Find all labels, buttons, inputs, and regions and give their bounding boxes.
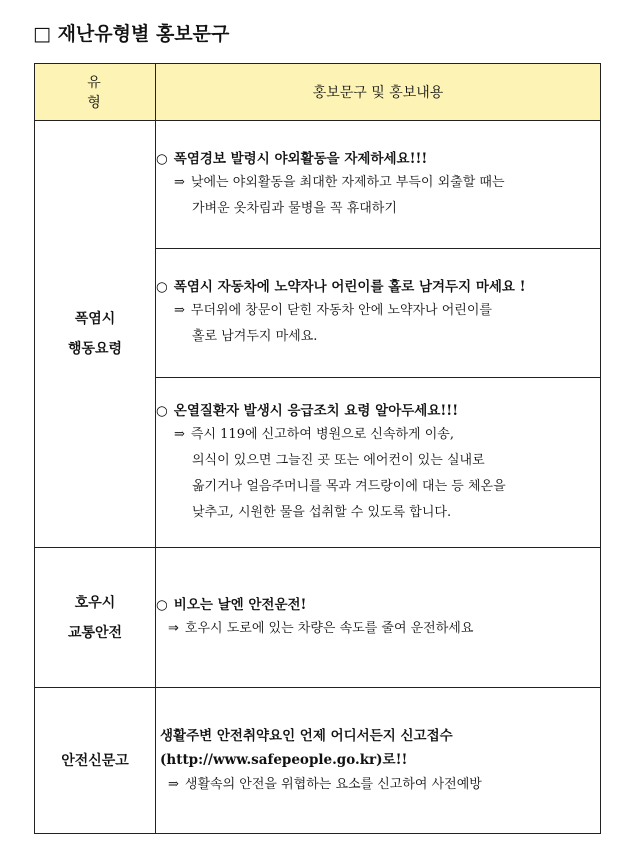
arrow-icon: ⇒ [168,776,179,792]
item-body: 옮기거나 얼음주머니를 목과 겨드랑이에 대는 등 체온을 [192,478,506,494]
category-line: 교통안전 [67,624,123,641]
arrow-icon: ⇒ [174,174,185,190]
category-report [35,688,156,834]
page-title: □ 재난유형별 홍보문구 [33,23,230,45]
report-line: 생활주변 안전취약요인 언제 어디서든지 신고접수 [160,727,453,744]
item-headline: ○ 폭염시 자동차에 노약자나 어린이를 홀로 남겨두지 마세요 ! [156,279,526,295]
item-body: 가벼운 옷차림과 물병을 꼭 휴대하기 [192,200,397,216]
category-line: 호우시 [74,594,116,611]
category-line: 행동요령 [67,341,123,357]
category-rain [35,548,156,688]
category-heatwave [35,121,156,548]
item-body: ⇒ 낮에는 야외활동을 최대한 자제하고 부득이 외출할 때는 [174,174,505,190]
circle-bullet-icon: ○ [156,596,168,613]
item-body: 낮추고, 시원한 물을 섭취할 수 있도록 합니다. [192,504,452,520]
heatwave-item-2 [156,249,601,378]
table-row [35,688,601,834]
header-content: 홍보문구 및 홍보내용 [156,64,601,121]
promo-table [34,63,601,834]
arrow-icon: ⇒ [168,620,179,636]
table-header-row [35,64,601,121]
heatwave-item-1 [156,121,601,249]
rain-item [156,548,601,688]
report-desc: ⇒ 생활속의 안전을 위협하는 요소를 신고하여 사전예방 [168,776,482,792]
item-body: ⇒ 호우시 도로에 있는 차량은 속도를 줄여 운전하세요 [168,620,474,636]
item-headline: ○ 온열질환자 발생시 응급조치 요령 알아두세요!!! [156,402,459,419]
item-body: 홀로 남겨두지 마세요. [192,329,318,344]
category-line: 안전신문고 [61,752,129,769]
circle-bullet-icon: ○ [156,279,168,295]
arrow-icon: ⇒ [174,303,185,318]
arrow-icon: ⇒ [174,426,185,442]
item-body: ⇒ 무더위에 창문이 닫힌 자동차 안에 노약자나 어린이를 [174,303,492,318]
report-item [156,688,601,834]
header-type: 유 형 [35,64,156,121]
circle-bullet-icon: ○ [156,402,168,419]
category-line: 폭염시 [74,311,116,327]
table-row [35,121,601,249]
item-headline: ○ 비오는 날엔 안전운전! [156,596,307,613]
report-url: (http://www.safepeople.go.kr)로!! [160,751,408,768]
item-body: 의식이 있으면 그늘진 곳 또는 에어컨이 있는 실내로 [192,452,485,468]
item-headline: ○ 폭염경보 발령시 야외활동을 자제하세요!!! [156,150,428,167]
item-body: ⇒ 즉시 119에 신고하여 병원으로 신속하게 이송, [174,426,454,442]
table-row [35,548,601,688]
heatwave-item-3 [156,378,601,548]
circle-bullet-icon: ○ [156,150,168,167]
